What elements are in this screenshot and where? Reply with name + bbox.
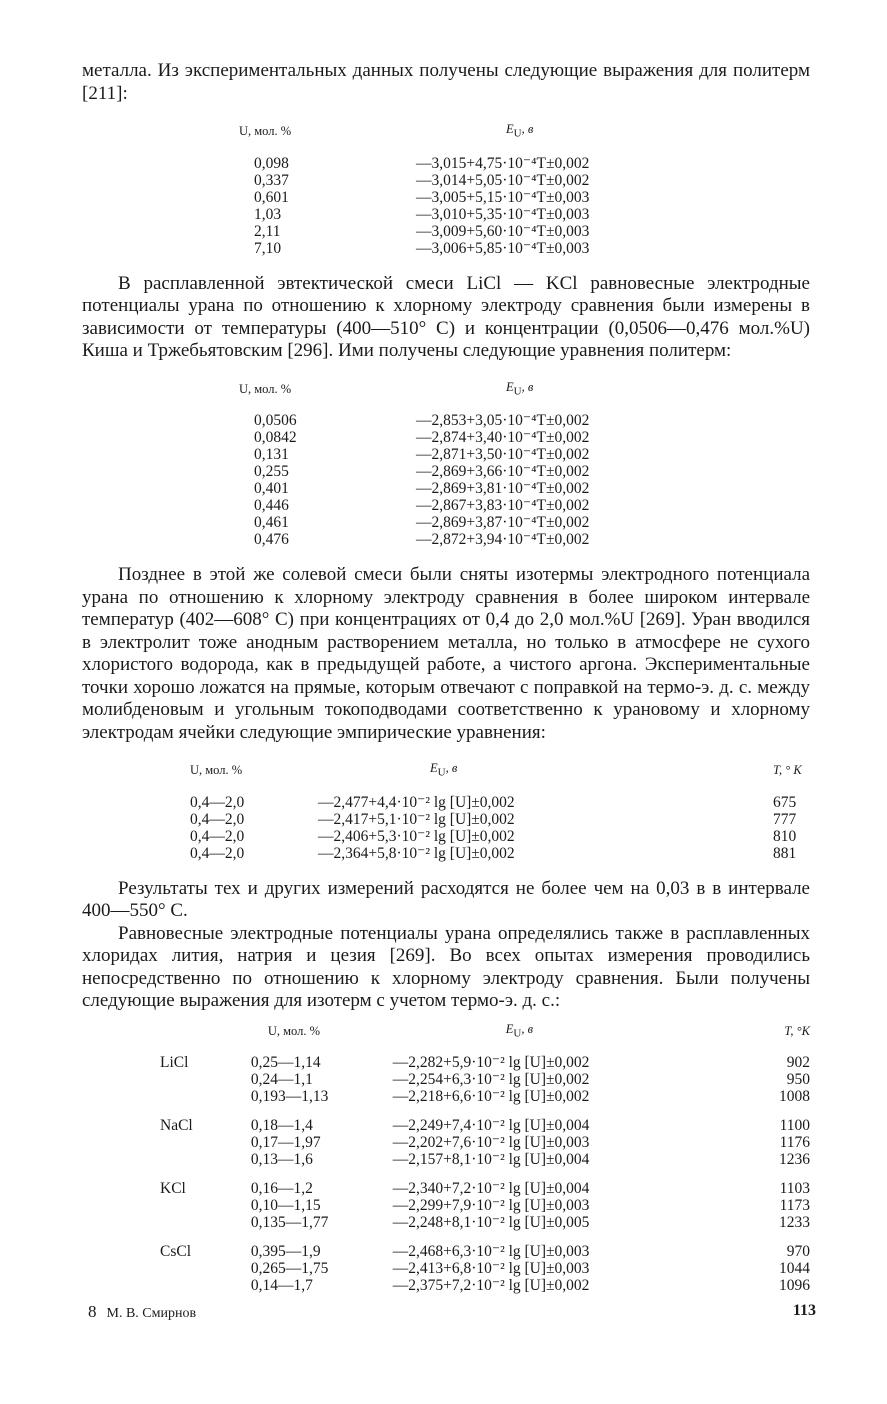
- cell-concentration: 0,13—1,6: [250, 1151, 313, 1168]
- cell-salt: [160, 1277, 251, 1294]
- cell-concentration: 2,11: [254, 222, 281, 240]
- cell-equation: —2,869+3,66·10⁻⁴T±0,002: [416, 463, 590, 480]
- cell-concentration: 0,4—2,0: [190, 827, 245, 845]
- header-concentration: U, мол. %: [267, 1023, 321, 1038]
- table-row: [160, 1260, 810, 1277]
- cell-equation: —2,853+3,05·10⁻⁴T±0,002: [416, 412, 590, 429]
- header-temperature: T, °K: [784, 1023, 810, 1038]
- cell-concentration: 0,4—2,0: [190, 810, 245, 828]
- table-isotherms-269: [190, 760, 802, 862]
- cell-equation: —2,867+3,83·10⁻⁴T±0,002: [416, 497, 590, 514]
- cell-concentration: 0,461: [254, 514, 289, 531]
- cell-concentration: 0,401: [254, 480, 289, 497]
- table-row: [190, 811, 802, 828]
- paragraph-1: металла. Из экспериментальных данных получены следующие выражения для политерм [211]:: [82, 60, 810, 104]
- header-concentration: U, мол. %: [190, 763, 243, 778]
- cell-concentration: 0,24—1,1: [250, 1071, 313, 1088]
- header-potential: $E_U$, в: [505, 1021, 534, 1039]
- cell-concentration: 0,135—1,77: [250, 1214, 329, 1231]
- cell-equation: —3,006+5,85·10⁻⁴T±0,003: [416, 239, 590, 257]
- cell-concentration: 0,446: [254, 497, 289, 514]
- cell-temperature: 777: [773, 810, 797, 828]
- table-row: [190, 794, 802, 811]
- paragraph-5: Равновесные электродные потенциалы урана определялись также в расплавленных хлоридах лития, натрия и цезия [269]. Во всех опытах измерения проводились непосредственно по отношению к хлорному электроду сравнения. Были получены следующие выражения для изотерм с учетом термо-э. д. с.:: [82, 922, 810, 1011]
- table-row: [239, 480, 589, 497]
- table-row: [190, 828, 802, 845]
- cell-temperature: 1100: [779, 1117, 810, 1134]
- cell-concentration: 0,337: [254, 171, 289, 189]
- table-row: [239, 223, 589, 240]
- table-row: [160, 1071, 810, 1088]
- cell-equation: —2,364+5,8·10⁻² lg [U]±0,002: [318, 844, 515, 862]
- cell-salt: KCl: [160, 1180, 186, 1197]
- cell-equation: —3,005+5,15·10⁻⁴T±0,003: [416, 188, 590, 206]
- cell-equation: —2,282+5,9·10⁻² lg [U]±0,002: [392, 1054, 590, 1071]
- cell-equation: —2,413+6,8·10⁻² lg [U]±0,003: [392, 1260, 590, 1277]
- cell-salt: [160, 1134, 251, 1151]
- cell-temperature: 1236: [779, 1151, 810, 1168]
- cell-concentration: 0,17—1,97: [250, 1134, 321, 1151]
- header-concentration: U, мол. %: [239, 381, 292, 396]
- cell-concentration: 0,395—1,9: [250, 1243, 321, 1260]
- cell-concentration: 0,0506: [254, 412, 297, 429]
- signature-author: М. В. Смирнов: [106, 1306, 197, 1321]
- table-row: [190, 845, 802, 862]
- cell-salt: [160, 1197, 251, 1214]
- cell-concentration: 0,14—1,7: [250, 1277, 313, 1294]
- header-potential: $E_U$, в: [506, 122, 534, 140]
- table-row: [160, 1197, 810, 1214]
- table-polytherms-296: [239, 379, 589, 549]
- table-row: [239, 189, 589, 206]
- cell-concentration: 0,255: [254, 463, 289, 480]
- cell-equation: —2,248+8,1·10⁻² lg [U]±0,005: [392, 1214, 590, 1231]
- page-number: 113: [792, 1302, 816, 1319]
- header-concentration: U, мол. %: [239, 124, 292, 139]
- header-potential: $E_U$, в: [430, 761, 458, 779]
- table-row: [239, 240, 589, 257]
- cell-salt: [160, 1088, 251, 1105]
- cell-equation: —2,299+7,9·10⁻² lg [U]±0,003: [392, 1197, 590, 1214]
- cell-concentration: 0,18—1,4: [250, 1117, 313, 1134]
- cell-salt: [160, 1260, 251, 1277]
- table-row: [160, 1105, 810, 1134]
- table-row: [160, 1277, 810, 1294]
- table-row: [239, 429, 589, 446]
- cell-equation: —3,015+4,75·10⁻⁴T±0,002: [416, 154, 590, 172]
- cell-concentration: 0,16—1,2: [250, 1180, 313, 1197]
- cell-concentration: 0,25—1,14: [250, 1054, 321, 1071]
- cell-temperature: 1008: [779, 1088, 810, 1105]
- cell-equation: —2,477+4,4·10⁻² lg [U]±0,002: [318, 793, 515, 811]
- table-row: [160, 1134, 810, 1151]
- signature-mark: 8 М. В. Смирнов: [88, 1302, 197, 1321]
- cell-temperature: 1044: [779, 1260, 810, 1277]
- cell-salt: LiCl: [160, 1054, 189, 1071]
- cell-concentration: 0,601: [254, 188, 289, 206]
- paragraph-3: Позднее в этой же солевой смеси были сняты изотермы электродного потенциала урана по отношению к хлорному электроду сравнения в более широком интервале температур (402—608° С) при концентрациях от 0,4 до 2,0 мол.%U [269]. Уран вводился в электролит тоже анодным растворением металла, но только в атмосфере не сухого хлористого водорода, как в предыдущей работе, а чистого аргона. Экспериментальные точки хорошо ложатся на прямые, которым отвечают с поправкой на термо-э. д. с. между молибденовым и угольным токоподводами соответственно к урановому и хлорному электродам ячейки следующие эмпирические уравнения:: [82, 564, 810, 743]
- cell-equation: —2,468+6,3·10⁻² lg [U]±0,003: [392, 1243, 590, 1260]
- cell-concentration: 0,193—1,13: [250, 1088, 329, 1105]
- cell-concentration: 7,10: [254, 239, 282, 257]
- cell-temperature: 1103: [779, 1180, 810, 1197]
- cell-equation: —2,375+7,2·10⁻² lg [U]±0,002: [392, 1277, 590, 1294]
- cell-salt: NaCl: [160, 1117, 193, 1134]
- table-row: [160, 1088, 810, 1105]
- table-row: [160, 1054, 810, 1071]
- table-polytherms-211: [239, 121, 589, 257]
- cell-equation: —2,869+3,87·10⁻⁴T±0,002: [416, 514, 590, 531]
- cell-equation: —3,010+5,35·10⁻⁴T±0,003: [416, 205, 590, 223]
- cell-equation: —2,872+3,94·10⁻⁴T±0,002: [416, 531, 590, 548]
- cell-equation: —2,417+5,1·10⁻² lg [U]±0,002: [318, 810, 515, 828]
- table-row: [239, 463, 589, 480]
- table-isotherms-chlorides: [160, 1021, 810, 1295]
- cell-temperature: 950: [786, 1071, 810, 1088]
- cell-temperature: 1233: [779, 1214, 810, 1231]
- cell-equation: —2,249+7,4·10⁻² lg [U]±0,004: [392, 1117, 590, 1134]
- cell-salt: [160, 1151, 251, 1168]
- table-row: [160, 1231, 810, 1260]
- cell-concentration: 0,131: [254, 446, 289, 463]
- cell-salt: [160, 1214, 251, 1231]
- table-row: [239, 172, 589, 189]
- table-row: [239, 206, 589, 223]
- cell-salt: [160, 1071, 251, 1088]
- paragraph-4: Результаты тех и других измерений расходятся не более чем на 0,03 в в интервале 400—550° С.: [82, 877, 810, 921]
- cell-equation: —2,874+3,40·10⁻⁴T±0,002: [416, 429, 590, 446]
- cell-equation: —3,009+5,60·10⁻⁴T±0,003: [416, 222, 590, 240]
- cell-temperature: 810: [773, 827, 797, 845]
- cell-concentration: 0,0842: [254, 429, 297, 446]
- cell-equation: —2,871+3,50·10⁻⁴T±0,002: [416, 446, 590, 463]
- cell-equation: —2,202+7,6·10⁻² lg [U]±0,003: [392, 1134, 590, 1151]
- table-row: [160, 1214, 810, 1231]
- cell-concentration: 0,4—2,0: [190, 793, 245, 811]
- cell-concentration: 0,476: [254, 531, 289, 548]
- cell-salt: CsCl: [160, 1243, 192, 1260]
- table-row: [160, 1168, 810, 1197]
- cell-concentration: 0,265—1,75: [250, 1260, 329, 1277]
- cell-equation: —2,406+5,3·10⁻² lg [U]±0,002: [318, 827, 515, 845]
- cell-temperature: 881: [773, 844, 797, 862]
- table-row: [160, 1151, 810, 1168]
- cell-concentration: 0,4—2,0: [190, 844, 245, 862]
- cell-concentration: 0,10—1,15: [250, 1197, 321, 1214]
- cell-equation: —2,340+7,2·10⁻² lg [U]±0,004: [392, 1180, 590, 1197]
- table-row: [239, 531, 589, 548]
- header-potential: $E_U$, в: [506, 379, 534, 397]
- cell-temperature: 970: [786, 1243, 810, 1260]
- table-row: [239, 446, 589, 463]
- cell-temperature: 1096: [779, 1277, 810, 1294]
- header-temperature: T, ° K: [773, 763, 802, 778]
- cell-equation: —2,218+6,6·10⁻² lg [U]±0,002: [392, 1088, 590, 1105]
- cell-equation: —2,869+3,81·10⁻⁴T±0,002: [416, 480, 590, 497]
- table-row: [239, 155, 589, 172]
- cell-temperature: 1173: [779, 1197, 810, 1214]
- table-row: [239, 412, 589, 429]
- paragraph-2: В расплавленной эвтектической смеси LiCl — KCl равновесные электродные потенциалы урана по отношению к хлорному электроду сравнения были измерены в зависимости от температуры (400—510° С) и концентрации (0,0506—0,476 мол.%U) Киша и Тржебьятовским [296]. Ими получены следующие уравнения политерм:: [82, 272, 810, 361]
- cell-concentration: 1,03: [254, 205, 282, 223]
- cell-temperature: 902: [786, 1054, 810, 1071]
- cell-equation: —2,157+8,1·10⁻² lg [U]±0,004: [392, 1151, 590, 1168]
- page-content: [82, 60, 810, 1294]
- cell-temperature: 675: [773, 793, 797, 811]
- cell-equation: —2,254+6,3·10⁻² lg [U]±0,002: [392, 1071, 590, 1088]
- cell-equation: —3,014+5,05·10⁻⁴T±0,002: [416, 171, 590, 189]
- table-row: [239, 497, 589, 514]
- cell-temperature: 1176: [779, 1134, 810, 1151]
- cell-concentration: 0,098: [254, 154, 289, 172]
- table-row: [239, 514, 589, 531]
